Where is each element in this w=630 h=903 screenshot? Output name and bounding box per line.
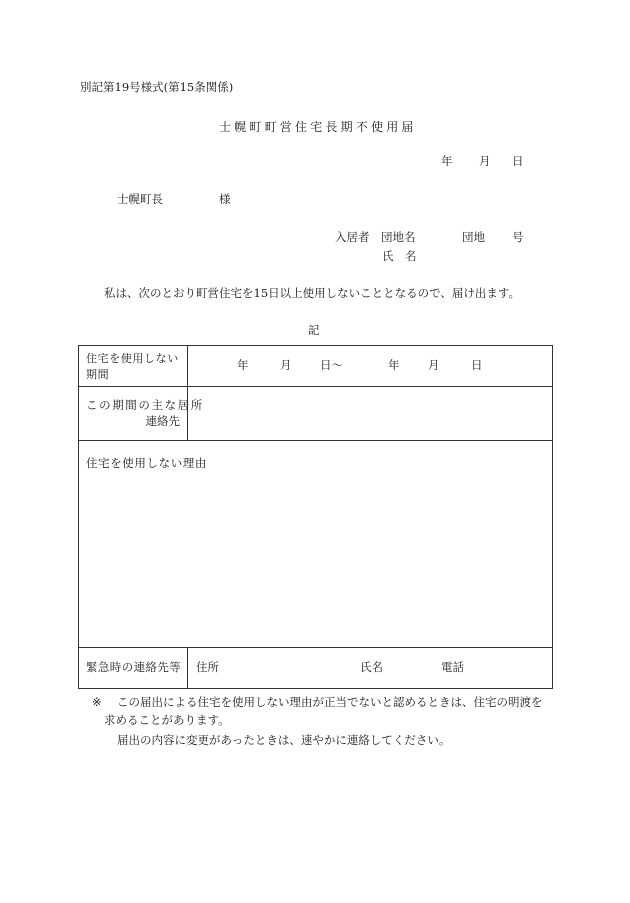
date-day-label: 日 (512, 154, 524, 168)
residence-cell[interactable] (188, 387, 553, 441)
residence-row (79, 387, 553, 441)
number-label: 号 (512, 230, 524, 244)
period-row (79, 346, 553, 387)
note-line-1: この届出による住宅を使用しない理由が正当でないと認めるときは、住宅の明渡を (117, 695, 543, 709)
period-from-year: 年 (237, 358, 249, 372)
period-cell[interactable] (188, 346, 553, 387)
reason-label: 住宅を使用しない理由 (86, 456, 207, 470)
emergency-phone-label: 電話 (441, 660, 464, 674)
period-to-day: 日 (471, 358, 483, 372)
period-from-month: 月 (280, 358, 292, 372)
statement-text: 私は、次のとおり町営住宅を15日以上使用しないこととなるので、届け出ます。 (104, 286, 520, 300)
residence-label-cell (79, 387, 204, 441)
addressee-honorific: 様 (219, 192, 231, 206)
period-from-day: 日～ (320, 358, 343, 372)
form-reference: 別記第19号様式(第15条関係) (80, 80, 234, 94)
emergency-address-label: 住所 (196, 660, 219, 674)
period-label: 住宅を使用しない期間 (79, 346, 188, 387)
applicant-name-label: 氏 名 (382, 249, 417, 263)
emergency-label: 緊急時の連絡先等 (86, 660, 182, 674)
applicant-label: 入居者 (335, 230, 370, 244)
period-to-month: 月 (428, 358, 440, 372)
reason-cell[interactable] (79, 441, 553, 648)
form-table (78, 345, 553, 689)
date-month-label: 月 (479, 154, 491, 168)
emergency-name-label: 氏名 (360, 660, 383, 674)
period-to-year: 年 (388, 358, 400, 372)
addressee-name: 士幌町長 (117, 192, 163, 206)
date-year-label: 年 (441, 154, 453, 168)
emergency-divider (187, 648, 188, 688)
reason-row (79, 441, 553, 648)
complex-name-label: 団地名 (381, 230, 416, 244)
emergency-cell[interactable] (79, 648, 553, 689)
note-line-3: 届出の内容に変更があったときは、速やかに連絡してください。 (117, 733, 451, 747)
ki-label: 記 (308, 323, 320, 337)
contact-label: 連絡先 (145, 414, 180, 428)
note-line-2: 求めることがあります。 (104, 713, 230, 727)
emergency-row (79, 648, 553, 689)
block-label: 団地 (462, 230, 485, 244)
document-title: 士幌町町営住宅長期不使用届 (219, 120, 417, 134)
residence-label: この期間の主な居所 (86, 398, 204, 412)
note-mark: ※ (92, 695, 102, 709)
